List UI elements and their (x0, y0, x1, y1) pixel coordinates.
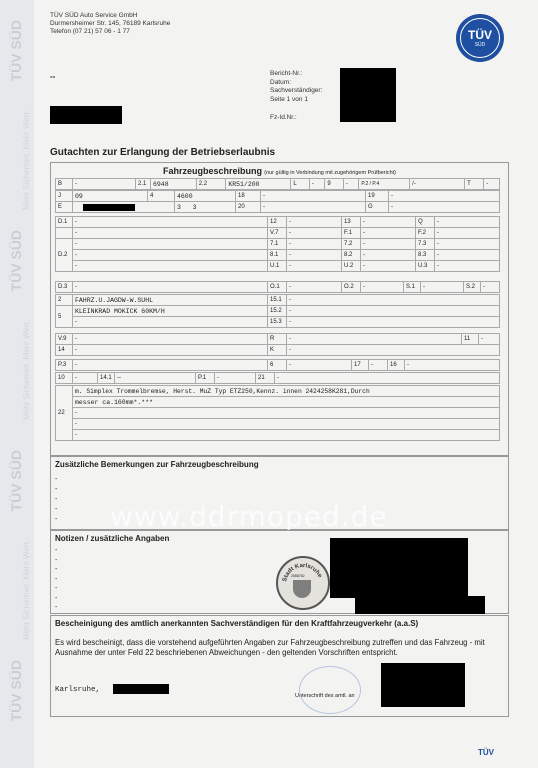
table-row: D.2 - 7.1 - 7.2 - 7.3 - (56, 239, 500, 250)
redacted-notes-2 (355, 596, 485, 614)
company-street: Durmersheimer Str. 145, 76189 Karlsruhe (50, 20, 171, 27)
table-row: B - 2.1 6948 2.2 KR51/200 L - 9 - P.2 / P.4 /- T - (56, 179, 500, 190)
header-dash: -- (50, 72, 56, 81)
table-row: D.1 - 12 - 13 - Q - (56, 217, 500, 228)
form-title: Fahrzeugbeschreibung (162, 166, 262, 176)
vehicle-table-j (55, 190, 500, 213)
table-row: - (56, 419, 500, 430)
place-label: Karlsruhe, (55, 686, 101, 694)
tuv-logo (456, 14, 504, 62)
vehicle-table-p3 (55, 359, 500, 371)
company-address (50, 12, 170, 36)
report-fields (270, 70, 322, 104)
table-row: V.9 - R - 11 - (56, 334, 500, 345)
redacted-vin (83, 204, 135, 211)
expert-label: Sachverständiger: (270, 87, 323, 95)
notes-title: Notizen / zusätzliche Angaben (55, 534, 170, 543)
stripe-brand: TÜV SÜD (8, 230, 24, 292)
table-row: 22 m. Simplex Trommelbremse, Herst. MuZ Typ ETZ250,Kennz. innen 2424258K281,Durch (56, 386, 500, 397)
company-phone: Telefon (07 21) 57 06 - 1 77 (50, 28, 130, 35)
table-row: - (56, 408, 500, 419)
vehicle-description-form (50, 162, 509, 456)
official-seal (299, 666, 361, 714)
vehicle-table-10 (55, 372, 500, 384)
stripe-brand: TÜV SÜD (8, 20, 24, 82)
certification-title: Bescheinigung des amtlich anerkannten Sachverständigen für den Kraftfahrzeugverkehr (a.a.S) (55, 619, 419, 628)
table-row: 2 FAHRZ.U.JAGDW-W.SUHL 15.1 - (56, 295, 500, 306)
table-row: 10 - 14.1 -- P.1 - 21 - (56, 373, 500, 384)
vehicle-table-main (55, 294, 500, 328)
table-row: J 09 4 4600 18 - 19 - (56, 191, 500, 202)
watermark: www.ddrmoped.de (110, 500, 388, 533)
redacted-notes (330, 538, 468, 598)
table-row: - U.1 - U.2 - U.3 - (56, 261, 500, 272)
vehicle-table (55, 178, 500, 190)
table-row: 5 KLEINKRAD MOKICK 60KM/H 15.2 - (56, 306, 500, 317)
city-stamp (276, 556, 330, 610)
report-number-label: Bericht-Nr.: (270, 70, 303, 77)
table-row: - 15.3 - (56, 317, 500, 328)
redacted-address (50, 106, 122, 124)
table-row: - (56, 430, 500, 441)
vehicle-table-d3 (55, 281, 500, 293)
vehicle-table-d (55, 216, 500, 272)
stripe-brand: TÜV SÜD (8, 450, 24, 512)
stripe-slogan: Mehr Sicherheit. Mehr Wert. (22, 540, 31, 640)
redacted-date (113, 684, 169, 694)
side-stripe (0, 0, 34, 768)
coat-of-arms-icon (293, 580, 311, 598)
stripe-brand: TÜV SÜD (8, 660, 24, 722)
logo-text: TÜV (468, 28, 492, 42)
footer-tuv-logo: TÜV (478, 748, 494, 757)
page-label: Seite 1 von 1 (270, 95, 308, 103)
redacted-signature (381, 663, 465, 707)
table-row: messer ca.160mm*.*** (56, 397, 500, 408)
signature-label: Unterschrift des amtl. an (295, 693, 355, 699)
notes-lines: - - - - - - - (55, 547, 58, 611)
vehicle-table-v9 (55, 333, 500, 356)
company-name: TÜV SÜD Auto Service GmbH (50, 12, 138, 19)
stamp-text: Stadt Karlsruhe (282, 562, 323, 583)
stripe-slogan: Mehr Sicherheit. Mehr Wert. (22, 110, 31, 210)
table-row: P.3 - 6 - 17 - 16 - (56, 360, 500, 371)
stripe-slogan: Mehr Sicherheit. Mehr Wert. (22, 320, 31, 420)
form-heading (51, 166, 508, 176)
redacted-report-info (340, 68, 396, 122)
document-title: Gutachten zur Erlangung der Betriebserlaubnis (50, 147, 276, 158)
table-row: D.3 - O.1 - O.2 - S.1 - S.2 - (56, 282, 500, 293)
date-label: Datum: (270, 78, 291, 86)
table-row: - 8.1 - 8.2 - 8.3 - (56, 250, 500, 261)
certification-text: Es wird bescheinigt, dass die vorstehend aufgeführten Angaben zur Fahrzeugbeschreibung zutreffen und das Fahrzeug - mit Ausnahme der unter Feld 22 beschriebenen Abweichungen - den geltenden Vorschriften entspricht. (55, 638, 485, 657)
remarks-lines: - - - - - (55, 476, 58, 523)
vehicle-table-22 (55, 385, 500, 441)
stamp-number: 2658762 (291, 574, 305, 578)
table-row: E 3 3 20 - G - (56, 202, 500, 213)
table-row: 14 - K - (56, 345, 500, 356)
vehicle-id-label: Fz-Id.Nr.: (270, 114, 297, 121)
remarks-title: Zusätzliche Bemerkungen zur Fahrzeugbeschreibung (55, 460, 259, 469)
logo-subtext: SÜD (474, 42, 486, 48)
form-note: (nur gültig in Verbindung mit zugehörigem Prüfbericht) (264, 170, 396, 176)
table-row: - V.7 - F.1 - F.2 - (56, 228, 500, 239)
